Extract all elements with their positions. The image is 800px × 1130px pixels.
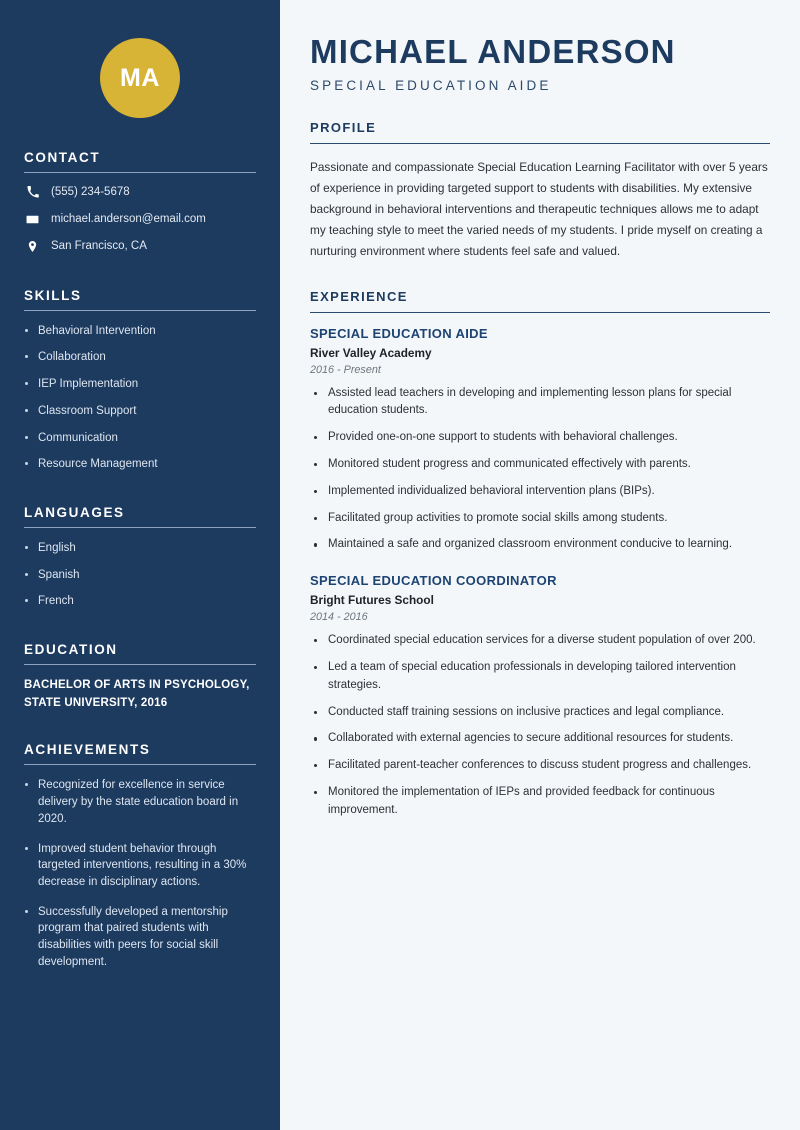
main-section-experience	[310, 289, 770, 820]
list-item: Conducted staff training sessions on inclusive practices and legal compliance.	[310, 704, 770, 722]
main-section-profile	[310, 120, 770, 262]
experience-dates: 2014 - 2016	[310, 611, 368, 624]
experience-title: SPECIAL EDUCATION AIDE	[310, 325, 488, 341]
sidebar-section-contact	[0, 150, 280, 254]
contact-heading: CONTACT	[24, 150, 101, 165]
sidebar-section-education	[0, 642, 280, 713]
profile-heading: PROFILE	[310, 119, 377, 135]
languages-heading: LANGUAGES	[24, 504, 125, 520]
list-item: English	[24, 540, 256, 557]
spacer	[0, 483, 280, 505]
experience-dates: 2016 - Present	[310, 363, 381, 376]
contact-item-phone[interactable]	[24, 185, 256, 200]
contact-divider	[24, 172, 256, 173]
spacer	[0, 266, 280, 288]
achievements-divider	[24, 764, 256, 765]
profile-text: Passionate and compassionate Special Education Learning Facilitator with over 5 years of experience in providing targeted support to students with disabilities. My extensive background in behavioral interventions and therapeutic techniques allows me to adapt my teaching style to meet the varied needs of my students. I pride myself on creating a nurturing environment where students feel safe and valued.	[310, 159, 768, 258]
list-item: Successfully developed a mentorship program that paired students with disabilities with peers for social skill development.	[24, 904, 256, 971]
list-item: Collaboration	[24, 349, 256, 366]
spacer	[0, 122, 280, 150]
list-item: Recognized for excellence in service delivery by the state education board in 2020.	[24, 777, 256, 827]
contact-value-phone: (555) 234-5678	[51, 186, 130, 198]
spacer	[0, 620, 280, 642]
education-entry: BACHELOR OF ARTS IN PSYCHOLOGY, STATE UNIVERSITY, 2016	[24, 678, 250, 709]
skills-divider	[24, 310, 256, 311]
sidebar-section-achievements	[0, 742, 280, 970]
languages-divider	[24, 527, 256, 528]
list-item: Led a team of special education professionals in developing tailored intervention strategies.	[310, 659, 770, 695]
contact-item-email[interactable]	[24, 212, 256, 227]
sidebar	[0, 0, 280, 1130]
contact-item-location[interactable]	[24, 239, 256, 254]
envelope-icon	[24, 212, 41, 226]
list-item: Collaborated with external agencies to secure additional resources for students.	[310, 730, 770, 748]
list-item: IEP Implementation	[24, 376, 256, 393]
experience-title: SPECIAL EDUCATION COORDINATOR	[310, 573, 557, 589]
list-item: Facilitated parent-teacher conferences to discuss student progress and challenges.	[310, 757, 770, 775]
contact-list	[24, 185, 256, 254]
list-item: French	[24, 593, 256, 610]
job-subtitle: SPECIAL EDUCATION AIDE	[310, 77, 552, 93]
achievements-list	[24, 777, 256, 970]
experience-heading: EXPERIENCE	[310, 288, 408, 304]
list-item: Assisted lead teachers in developing and implementing lesson plans for special education students.	[310, 385, 770, 421]
experience-bullets	[310, 632, 770, 820]
list-item: Improved student behavior through targeted interventions, resulting in a 30% decrease in disciplinary actions.	[24, 841, 256, 891]
list-item: Monitored the implementation of IEPs and provided feedback for continuous improvement.	[310, 784, 770, 820]
list-item: Behavioral Intervention	[24, 323, 256, 340]
list-item: Implemented individualized behavioral intervention plans (BIPs).	[310, 483, 770, 501]
sidebar-section-skills	[0, 288, 280, 473]
list-item: Resource Management	[24, 456, 256, 473]
list-item: Facilitated group activities to promote social skills among students.	[310, 510, 770, 528]
contact-value-location: San Francisco, CA	[51, 239, 147, 252]
sidebar-section-languages	[0, 505, 280, 610]
skills-list	[24, 323, 256, 473]
list-item: Monitored student progress and communicated effectively with parents.	[310, 456, 770, 474]
experience-entry	[310, 573, 770, 820]
list-item: Provided one-on-one support to students with behavioral challenges.	[310, 429, 770, 447]
spacer	[0, 712, 280, 742]
education-heading: EDUCATION	[24, 641, 118, 657]
avatar-container	[0, 0, 280, 122]
experience-bullets	[310, 385, 770, 555]
phone-icon	[24, 185, 41, 199]
contact-value-email: michael.anderson@email.com	[51, 212, 206, 225]
main-content	[280, 0, 800, 1130]
education-divider	[24, 664, 256, 665]
experience-company: Bright Futures School	[310, 593, 434, 608]
languages-list	[24, 540, 256, 610]
list-item: Maintained a safe and organized classroom environment conducive to learning.	[310, 536, 770, 554]
list-item: Classroom Support	[24, 403, 256, 420]
list-item: Coordinated special education services for a diverse student population of over 200.	[310, 632, 770, 650]
page-title: MICHAEL ANDERSON	[310, 33, 676, 70]
list-item: Spanish	[24, 567, 256, 584]
experience-company: River Valley Academy	[310, 345, 432, 360]
avatar: MA	[100, 38, 180, 118]
list-item: Communication	[24, 430, 256, 447]
experience-entry	[310, 326, 770, 555]
profile-divider	[310, 143, 770, 144]
experience-divider	[310, 312, 770, 313]
achievements-heading: ACHIEVEMENTS	[24, 742, 151, 758]
location-pin-icon	[24, 239, 41, 253]
skills-heading: SKILLS	[24, 287, 82, 303]
